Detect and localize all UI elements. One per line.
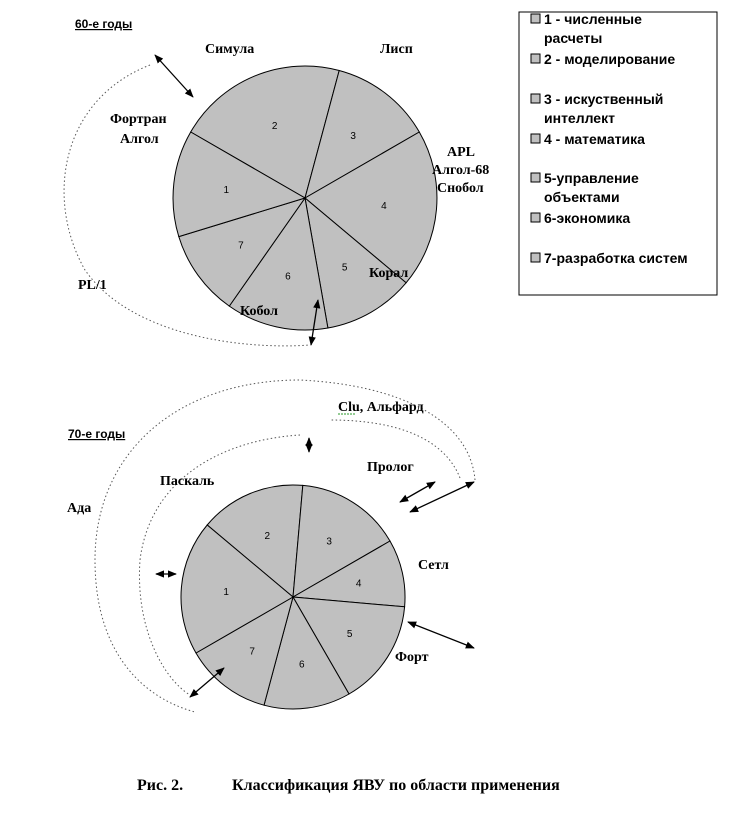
pie60-segment-label: 6 (285, 271, 291, 283)
pie60-segment-label: 3 (350, 131, 356, 143)
pie60-segment-label: 7 (238, 240, 244, 252)
legend-item-text: интеллект (544, 110, 615, 126)
pie60-segment-label: 5 (341, 262, 348, 274)
legend-swatch (531, 253, 540, 262)
lang-lisp: Лисп (380, 42, 413, 57)
lang-ada: Ада (67, 501, 92, 516)
caption-text: Классификация ЯВУ по области применения (232, 777, 560, 794)
pie70-segment-label: 6 (299, 659, 305, 671)
legend-item-text: расчеты (544, 30, 603, 46)
lang-coral: Корал (369, 266, 409, 281)
legend-swatch (531, 54, 540, 63)
prolog-range-arrow (400, 482, 435, 502)
lang-pl1: PL/1 (78, 278, 107, 293)
era-label-60s: 60-е годы (75, 17, 133, 31)
lang-pascal: Паскаль (160, 474, 215, 489)
pie70-segment-label: 2 (264, 530, 271, 542)
clu-range-arrow (410, 482, 474, 512)
legend-swatch (531, 134, 540, 143)
legend-swatch (531, 173, 540, 182)
legend-item-text: 4 - математика (544, 131, 645, 147)
lang-simula: Симула (205, 42, 255, 57)
pie70-segment-label: 3 (326, 536, 332, 548)
lang-forth: Форт (395, 650, 429, 665)
pie70-segment-label: 5 (346, 629, 353, 641)
pie60-segment-label: 1 (223, 185, 230, 196)
lang-fortran: Фортран (110, 112, 167, 127)
pie60-segment-label: 2 (271, 120, 278, 132)
lang-algol: Алгол (120, 132, 159, 147)
lang-clu-alphard: Clu, Альфард (338, 400, 424, 415)
diagram-70s (67, 380, 475, 712)
legend-swatch (531, 14, 540, 23)
legend-item-text: 6-экономика (544, 210, 631, 226)
legend-item-text: объектами (544, 189, 620, 205)
pie70-segment-label: 1 (223, 587, 229, 599)
legend-item-text: 7-разработка систем (544, 250, 688, 266)
lang-cobol: Кобол (240, 304, 278, 319)
legend-item-text: 2 - моделирование (544, 51, 676, 67)
lang-setl: Сетл (418, 558, 449, 573)
legend-swatch (531, 94, 540, 103)
figure-caption (137, 777, 560, 794)
lang-apl: APL (447, 145, 475, 160)
pie70-segment-label: 4 (355, 578, 362, 590)
legend-item-text: 5-управление (544, 170, 639, 186)
lang-snobol: Снобол (437, 181, 484, 196)
lang-algol68: Алгол-68 (432, 163, 490, 178)
legend (519, 11, 717, 295)
legend-swatch (531, 213, 540, 222)
diagram-60s (64, 17, 489, 346)
pie-60s (173, 66, 437, 330)
legend-item-text: 1 - численные (544, 11, 642, 27)
pie70-segment-label: 7 (249, 646, 255, 658)
pascal-bottom-arrow (190, 668, 224, 697)
era-label-70s: 70-е годы (68, 427, 126, 441)
lang-prolog: Пролог (367, 460, 414, 475)
simula-range-arrow (155, 55, 193, 97)
caption-number: Рис. 2. (137, 777, 184, 794)
pie60-segment-label: 4 (381, 200, 387, 212)
forth-range-arrow (408, 622, 474, 648)
legend-item-text: 3 - искуственный (544, 91, 664, 107)
